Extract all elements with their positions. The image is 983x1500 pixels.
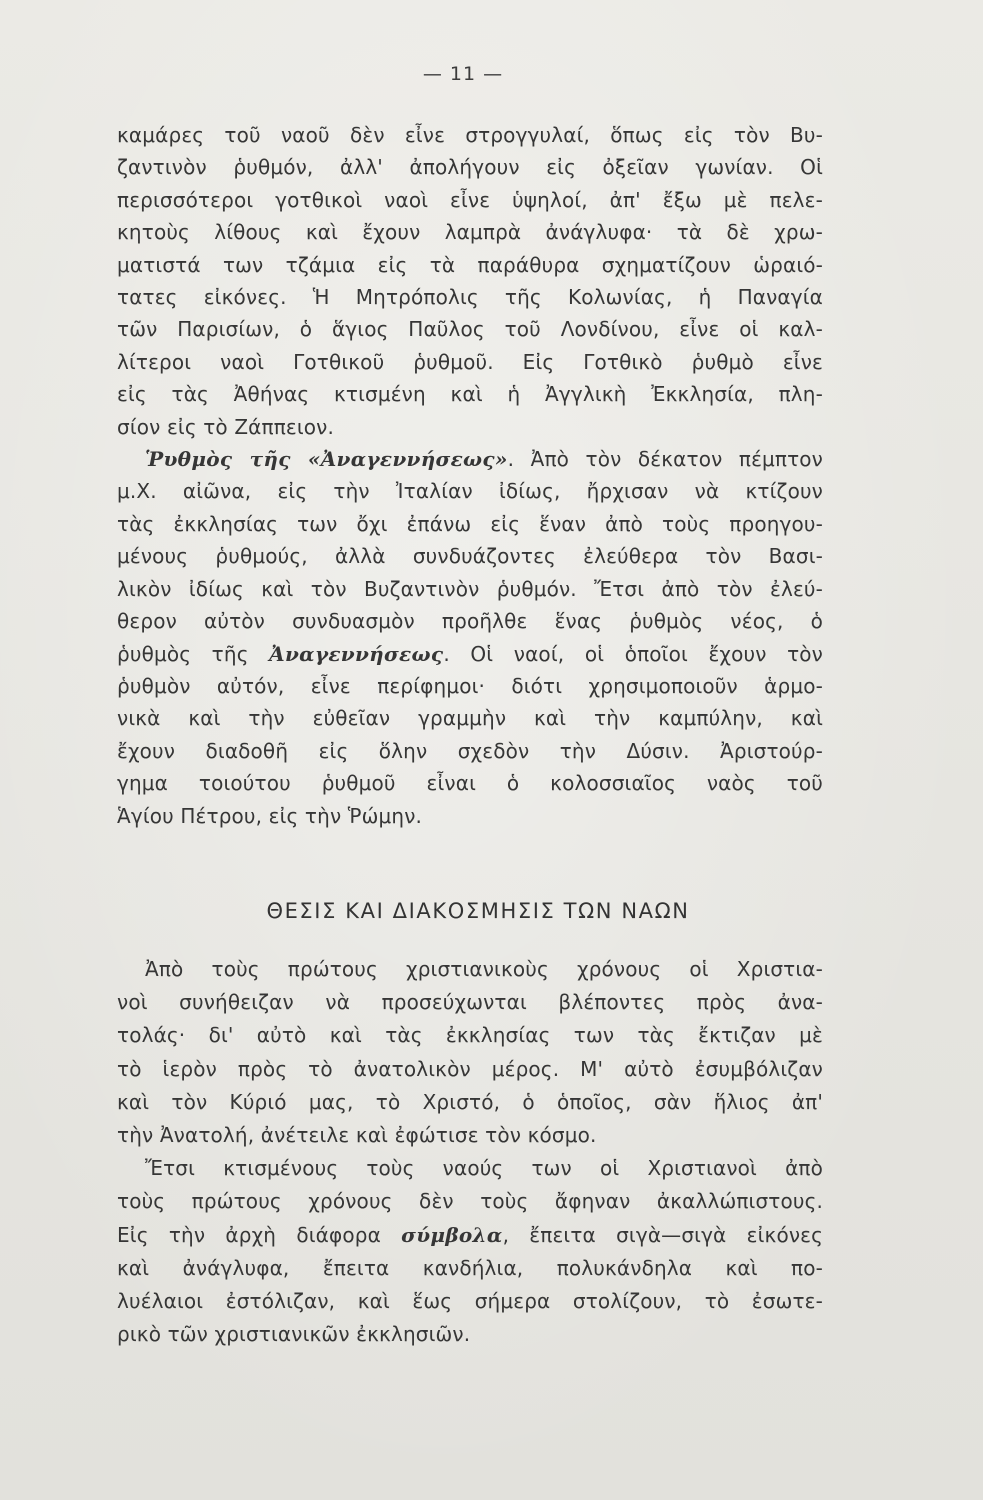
text-line: Ἀπὸ τοὺς πρώτους χριστιανικοὺς χρόνους οἱ Χριστια- <box>145 957 823 981</box>
page-number: — 11 — <box>422 63 504 85</box>
text-line: εἰς τὰς Ἀθήνας κτισμένη καὶ ἡ Ἀγγλικὴ Ἐκκλησία, πλη- <box>117 382 823 407</box>
text-line: ματιστά των τζάμια εἰς τὰ παράθυρα σχηματίζουν ὡραιό- <box>117 252 823 277</box>
emphasized-term: Ῥυθμὸς τῆς «Ἀναγεννήσεως» <box>145 447 508 472</box>
section-body <box>117 119 823 832</box>
text-line: Ἁγίου Πέτρου, εἰς τὴν Ῥώμην. <box>117 803 423 828</box>
text-line <box>117 1219 823 1252</box>
emphasized-term: Ἀναγεννήσεως <box>269 641 444 666</box>
text-line: ρικὸ τῶν χριστιανικῶν ἐκκλησιῶν. <box>117 1322 471 1347</box>
text-line: λυέλαιοι ἐστόλιζαν, καὶ ἕως σήμερα στολίζουν, τὸ ἐσωτε- <box>117 1289 823 1314</box>
text-line: ζαντινὸν ῥυθμόν, ἀλλ' ἀπολήγουν εἰς ὀξεῖαν γωνίαν. Οἱ <box>117 155 823 180</box>
text-line: σίον εἰς τὸ Ζάππειον. <box>117 414 334 439</box>
text-line: νικὰ καὶ τὴν εὐθεῖαν γραμμὴν καὶ τὴν καμπύλην, καὶ <box>117 706 823 731</box>
text-line: λίτεροι ναοὶ Γοτθικοῦ ῥυθμοῦ. Εἰς Γοτθικὸ ῥυθμὸ εἶνε <box>117 349 823 374</box>
text-line: τὸ ἱερὸν πρὸς τὸ ἀνατολικὸν μέρος. Μ' αὐτὸ ἐσυμβόλιζαν <box>117 1056 823 1081</box>
text-line: ἔχουν διαδοθῆ εἰς ὅλην σχεδὸν τὴν Δύσιν. Ἀριστούρ- <box>117 738 823 763</box>
text-line: μένους ῥυθμούς, ἀλλὰ συνδυάζοντες ἐλεύθερα τὸν Βασι- <box>117 544 823 569</box>
paragraph <box>117 953 823 1152</box>
text-line <box>117 638 823 670</box>
text-line: τὴν Ἀνατολή, ἀνέτειλε καὶ ἐφώτισε τὸν κόσμο. <box>117 1123 597 1148</box>
text-line: τῶν Παρισίων, ὁ ἅγιος Παῦλος τοῦ Λονδίνου, εἶνε οἱ καλ- <box>117 317 823 342</box>
text-line: μ.Χ. αἰῶνα, εἰς τὴν Ἰταλίαν ἰδίως, ἤρχισαν νὰ κτίζουν <box>117 479 823 504</box>
text-line: κητοὺς λίθους καὶ ἔχουν λαμπρὰ ἀνάγλυφα· τὰ δὲ χρω- <box>117 220 823 245</box>
text-run: Εἰς τὴν ἀρχὴ διάφορα <box>117 1222 402 1247</box>
text-line: καὶ τὸν Κύριό μας, τὸ Χριστό, ὁ ὁποῖος, σὰν ἥλιος ἀπ' <box>117 1089 823 1114</box>
text-line <box>117 443 823 475</box>
text-run: . Οἱ ναοί, οἱ ὁποῖοι ἔχουν τὸν <box>443 641 824 666</box>
text-line: νοὶ συνήθειζαν νὰ προσεύχωνται βλέποντες πρὸς ἀνα- <box>117 990 823 1015</box>
paragraph <box>117 119 823 443</box>
text-run: . Ἀπὸ τὸν δέκατον πέμπτον <box>507 447 823 472</box>
section-body <box>117 953 823 1351</box>
text-line: ῥυθμὸν αὐτόν, εἶνε περίφημοι· διότι χρησιμοποιοῦν ἁρμο- <box>117 673 823 698</box>
text-line: τοὺς πρώτους χρόνους δὲν τοὺς ἄφηναν ἀκαλλώπιστους. <box>117 1189 823 1214</box>
paragraph <box>117 443 823 832</box>
text-line: καμάρες τοῦ ναοῦ δὲν εἶνε στρογγυλαί, ὅπως εἰς τὸν Βυ- <box>117 123 823 147</box>
section-heading: ΘΕΣΙΣ ΚΑΙ ΔΙΑΚΟΣΜΗΣΙΣ ΤΩΝ ΝΑΩΝ <box>266 899 690 923</box>
text-line: τὰς ἐκκλησίας των ὄχι ἐπάνω εἰς ἕναν ἀπὸ τοὺς προηγου- <box>117 511 823 536</box>
text-run: , ἔπειτα σιγὰ—σιγὰ εἰκόνες <box>502 1222 823 1247</box>
text-line: λικὸν ἰδίως καὶ τὸν Βυζαντινὸν ῥυθμόν. Ἔτσι ἀπὸ τὸν ἐλεύ- <box>117 576 823 601</box>
text-line: τολάς· δι' αὐτὸ καὶ τὰς ἐκκλησίας των τὰς ἔκτιζαν μὲ <box>117 1023 823 1048</box>
text-line: καὶ ἀνάγλυφα, ἔπειτα κανδήλια, πολυκάνδηλα καὶ πο- <box>117 1255 823 1280</box>
paragraph <box>117 1152 823 1351</box>
text-line: τατες εἰκόνες. Ἡ Μητρόπολις τῆς Κολωνίας, ἡ Παναγία <box>117 285 823 310</box>
emphasized-term: σύμβολα <box>401 1222 503 1247</box>
text-run: ῥυθμὸς τῆς <box>117 641 270 666</box>
text-line: θερον αὐτὸν συνδυασμὸν προῆλθε ἕνας ῥυθμὸς νέος, ὁ <box>117 609 823 634</box>
text-line: Ἔτσι κτισμένους τοὺς ναούς των οἱ Χριστιανοὶ ἀπὸ <box>145 1156 823 1181</box>
text-line: γημα τοιούτου ῥυθμοῦ εἶναι ὁ κολοσσιαῖος ναὸς τοῦ <box>117 771 823 796</box>
text-line: περισσότεροι γοτθικοὶ ναοὶ εἶνε ὑψηλοί, ἀπ' ἔξω μὲ πελε- <box>117 187 823 212</box>
